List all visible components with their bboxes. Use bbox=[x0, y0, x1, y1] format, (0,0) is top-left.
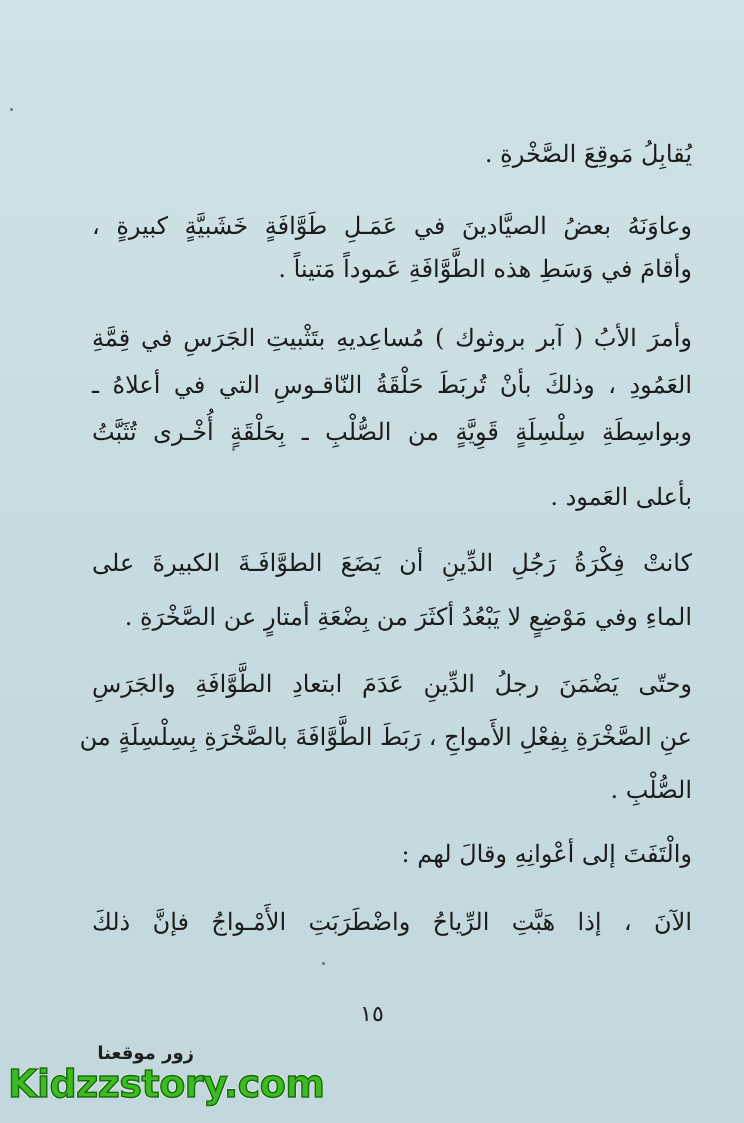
text-line: بأعلى العَمود . bbox=[550, 483, 692, 511]
watermark-site-logo[interactable]: Kidzzstory.com bbox=[8, 1062, 325, 1106]
paper-speck bbox=[10, 108, 13, 111]
text-line: وحتّى يَضْمَنَ رجلُ الدِّينِ عَدَمَ ابتعادِ الطَّوَّافَةِ والجَرَسِ bbox=[92, 670, 692, 698]
text-line: عنِ الصَّخْرَةِ بِفِعْلِ الأَمواجِ ، رَبَطَ الطَّوَّافَةَ بالصَّخْرَةِ بِسِلْسِلَةٍ من bbox=[79, 723, 692, 751]
text-line: وأمرَ الأبُ ( آبر بروثوك ) مُساعِديهِ بتَثْبيتِ الجَرَسِ في قِمَّةِ bbox=[92, 324, 692, 352]
paper-speck bbox=[322, 962, 325, 965]
text-line: وعاوَنَهُ بعضُ الصيَّادينَ في عَمَـلِ طَوَّافَةٍ خَشَبيَّةٍ كبيرةٍ ، bbox=[92, 212, 692, 240]
text-line: الآنَ ، إذا هَبَّتِ الرِّياحُ واضْطَرَبَتِ الأَمْـواجُ فإنَّ ذلكَ bbox=[92, 908, 692, 936]
text-line: كانتْ فِكْرَةُ رَجُلِ الدِّينِ أن يَضَعَ الطوَّافَـةَ الكبيرةَ على bbox=[92, 549, 692, 577]
text-line: وبواسِطَةِ سِلْسِلَةٍ قَوِيَّةٍ من الصُّلْبِ ـ بِحَلْقَةٍ أُخْـرى تُثَبَّتُ bbox=[92, 418, 692, 446]
watermark-visit-text: زور موقعنا bbox=[97, 1043, 194, 1064]
page-number: ١٥ bbox=[360, 1002, 384, 1027]
text-line: الصُّلْبِ . bbox=[610, 776, 692, 804]
text-line: الماءِ وفي مَوْضِعٍ لا يَبْعُدُ أكثَرَ من بِضْعَةِ أمتارٍ عن الصَّخْرَةِ . bbox=[124, 603, 692, 631]
text-line: والْتَفَتَ إلى أعْوانِهِ وقالَ لهم : bbox=[401, 840, 692, 868]
text-line: وأقامَ في وَسَطِ هذه الطَّوَّافَةِ عَموداً مَتيناً . bbox=[278, 255, 692, 283]
text-line: يُقابِلُ مَوقِعَ الصَّخْرةِ . bbox=[484, 140, 692, 168]
text-line: العَمُودِ ، وذلكَ بأنْ تُربَطَ حَلْقَةُ النّاقـوسِ التي في أعلاهُ ـ bbox=[92, 371, 692, 399]
